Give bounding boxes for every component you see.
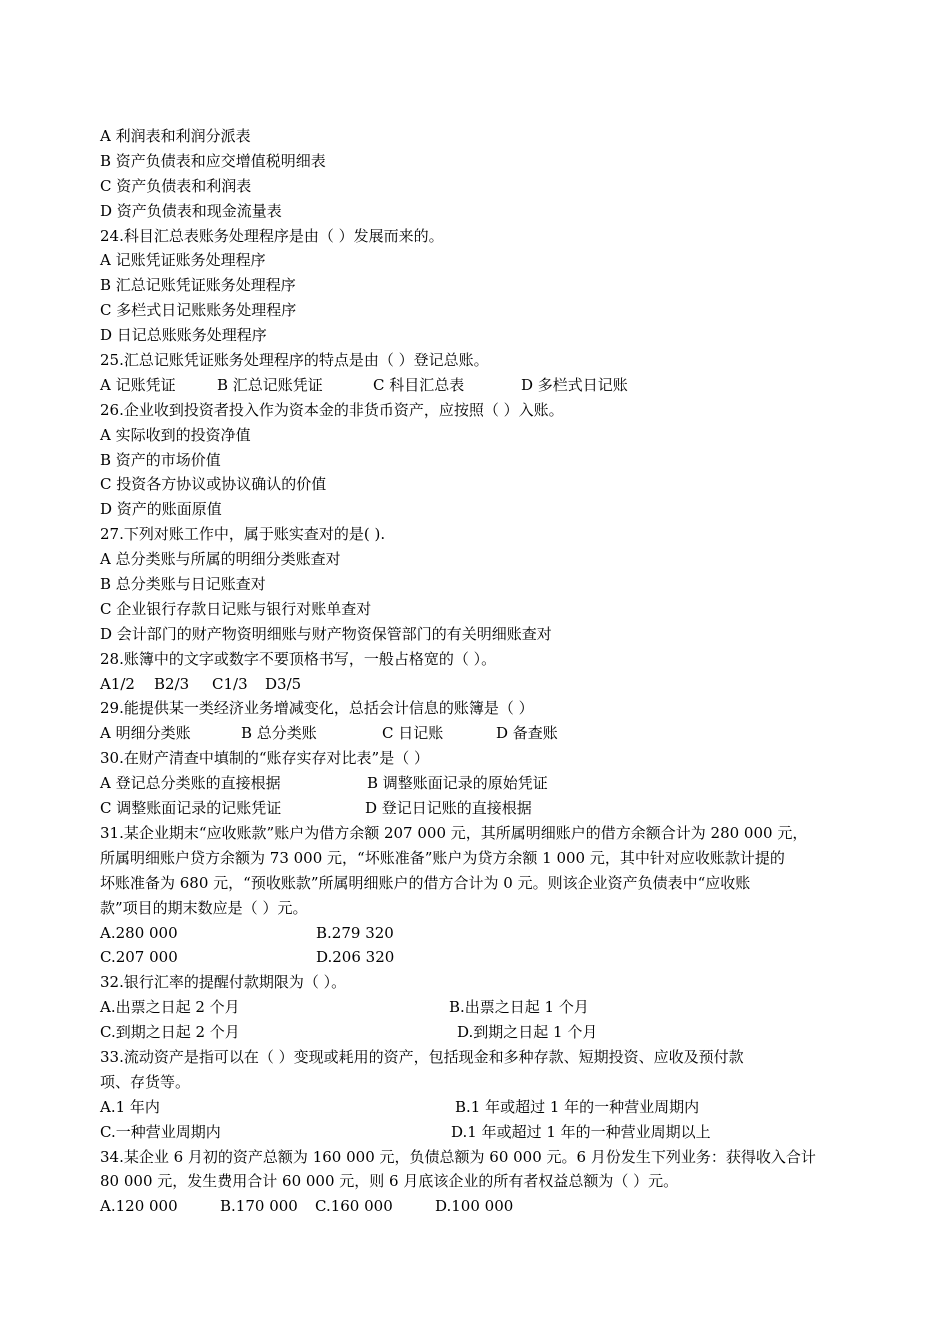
q32-options-row1 [100, 995, 870, 1020]
q34-option-b: B.170 000 [220, 1197, 298, 1216]
q25-option-d: D 多栏式日记账 [521, 375, 628, 394]
q29-options [100, 721, 870, 746]
q26-option-c: C 投资各方协议或协议确认的价值 [100, 475, 327, 494]
q31-options-row1 [100, 921, 870, 946]
q32-option-d: D.到期之日起 1 个月 [457, 1023, 598, 1042]
q33-options-row1 [100, 1095, 870, 1120]
q23-option-c: C 资产负债表和利润表 [100, 176, 252, 195]
q31-options-row2 [100, 945, 870, 970]
q32-options-row2 [100, 1020, 870, 1045]
q23-option-b: B 资产负债表和应交增值税明细表 [100, 151, 326, 170]
q33-option-a: A.1 年内 [100, 1097, 160, 1116]
q34-stem-line2: 80 000 元，发生费用合计 60 000 元，则 6 月底该企业的所有者权益总额为（ ）元。 [100, 1172, 679, 1191]
q32-option-b: B.出票之日起 1 个月 [449, 998, 589, 1017]
q27-option-a: A 总分类账与所属的明细分类账查对 [100, 550, 341, 569]
q28-option-c: C1/3 [212, 674, 248, 693]
q24-option-c: C 多栏式日记账账务处理程序 [100, 301, 297, 320]
q33-option-c: C.一种营业周期内 [100, 1122, 221, 1141]
q34-options [100, 1194, 870, 1219]
q27-option-d: D 会计部门的财产物资明细账与财产物资保管部门的有关明细账查对 [100, 624, 552, 643]
q29-option-d: D 备查账 [496, 724, 558, 743]
q32-option-c: C.到期之日起 2 个月 [100, 1023, 240, 1042]
q30-option-b: B 调整账面记录的原始凭证 [367, 774, 548, 793]
q33-option-b: B.1 年或超过 1 年的一种营业周期内 [455, 1097, 700, 1116]
q32-stem: 32.银行汇率的提醒付款期限为（ ）。 [100, 973, 347, 992]
q30-stem: 30.在财产清查中填制的“账存实存对比表”是（ ） [100, 749, 429, 768]
q26-stem: 26.企业收到投资者投入作为资本金的非货币资产，应按照（ ）入账。 [100, 400, 564, 419]
q30-option-c: C 调整账面记录的记账凭证 [100, 799, 282, 818]
q26-option-d: D 资产的账面原值 [100, 500, 222, 519]
q32-option-a: A.出票之日起 2 个月 [100, 998, 240, 1017]
q29-option-c: C 日记账 [382, 724, 444, 743]
q25-options [100, 373, 870, 398]
q24-stem: 24.科目汇总表账务处理程序是由（ ）发展而来的。 [100, 226, 444, 245]
q34-option-c: C.160 000 [315, 1197, 393, 1216]
q34-option-a: A.120 000 [100, 1197, 178, 1216]
q31-option-c: C.207 000 [100, 948, 178, 967]
q29-option-b: B 总分类账 [241, 724, 317, 743]
q33-option-d: D.1 年或超过 1 年的一种营业周期以上 [451, 1122, 711, 1141]
q31-stem-line3: 坏账准备为 680 元，“预收账款”所属明细账户的借方合计为 0 元。则该企业资产负债表中“应收账 [100, 873, 751, 892]
q28-option-b: B2/3 [154, 674, 190, 693]
question-list [100, 124, 870, 1219]
q25-stem: 25.汇总记账凭证账务处理程序的特点是由（ ）登记总账。 [100, 351, 489, 370]
q25-option-c: C 科目汇总表 [373, 375, 465, 394]
q31-stem-line1: 31.某企业期末“应收账款”账户为借方余额 207 000 元，其所属明细账户的借方余额合计为 280 000 元， [100, 823, 808, 842]
q31-stem-line2: 所属明细账户贷方余额为 73 000 元，“坏账准备”账户为贷方余额 1 000 元，其中针对应收账款计提的 [100, 848, 785, 867]
q33-options-row2 [100, 1120, 870, 1145]
q23-option-d: D 资产负债表和现金流量表 [100, 201, 282, 220]
q26-option-a: A 实际收到的投资净值 [100, 425, 251, 444]
q33-stem-line1: 33.流动资产是指可以在（ ）变现或耗用的资产，包括现金和多种存款、短期投资、应收及预付款 [100, 1047, 744, 1066]
q31-option-a: A.280 000 [100, 923, 178, 942]
q24-option-d: D 日记总账账务处理程序 [100, 326, 267, 345]
q23-option-a: A 利润表和利润分派表 [100, 127, 251, 145]
q30-option-d: D 登记日记账的直接根据 [365, 799, 532, 818]
q34-option-d: D.100 000 [435, 1197, 514, 1216]
q30-option-a: A 登记总分类账的直接根据 [100, 774, 281, 793]
q28-option-a: A1/2 [100, 674, 135, 693]
q34-stem-line1: 34.某企业 6 月初的资产总额为 160 000 元，负债总额为 60 000 元。6 月份发生下列业务：获得收入合计 [100, 1147, 816, 1166]
q31-option-d: D.206 320 [316, 948, 395, 967]
q25-option-a: A 记账凭证 [100, 375, 176, 394]
q26-option-b: B 资产的市场价值 [100, 450, 221, 469]
q24-option-b: B 汇总记账凭证账务处理程序 [100, 276, 296, 295]
q29-option-a: A 明细分类账 [100, 724, 191, 743]
q27-option-b: B 总分类账与日记账查对 [100, 575, 266, 594]
q33-stem-line2: 项、存货等。 [100, 1072, 191, 1091]
q31-stem-line4: 款”项目的期末数应是（ ）元。 [100, 898, 308, 917]
q30-options-row1 [100, 771, 870, 796]
q27-stem: 27.下列对账工作中，属于账实查对的是( ). [100, 525, 386, 544]
q28-stem: 28.账簿中的文字或数字不要顶格书写，一般占格宽的（ ）。 [100, 649, 497, 668]
q28-option-d: D3/5 [265, 674, 302, 693]
q31-option-b: B.279 320 [316, 923, 394, 942]
q25-option-b: B 汇总记账凭证 [217, 375, 323, 394]
q30-options-row2 [100, 796, 870, 821]
q27-option-c: C 企业银行存款日记账与银行对账单查对 [100, 599, 372, 618]
q24-option-a: A 记账凭证账务处理程序 [100, 251, 266, 270]
q29-stem: 29.能提供某一类经济业务增减变化，总括会计信息的账簿是（ ） [100, 699, 534, 718]
q28-options [100, 672, 870, 697]
